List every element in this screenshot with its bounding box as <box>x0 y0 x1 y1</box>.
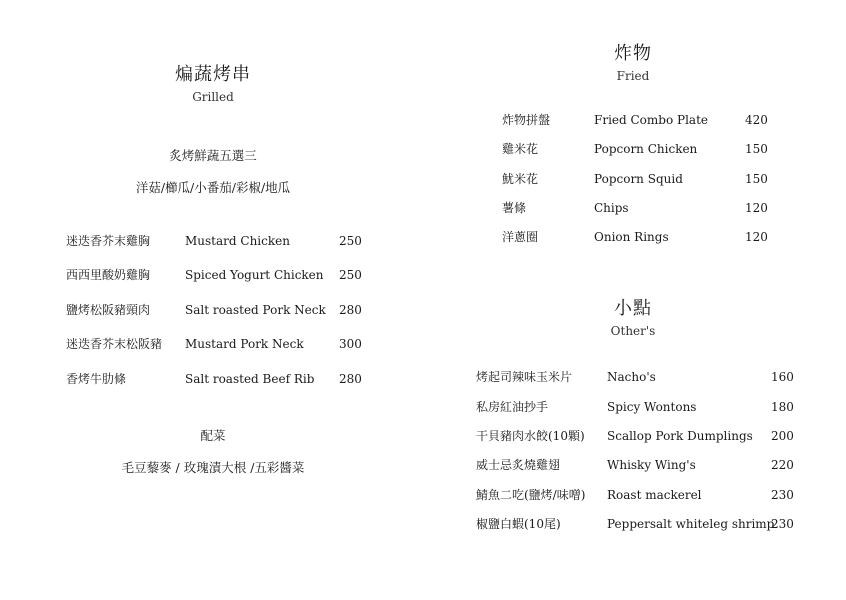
item-name-en: Whisky Wing's <box>607 458 696 472</box>
list-item <box>476 368 806 386</box>
item-name-zh: 迷迭香芥末雞胸 <box>66 234 151 248</box>
item-price: 120 <box>745 230 768 244</box>
others-title: 小點 <box>614 298 652 319</box>
veg-options: 洋菇/櫛瓜/小番茄/彩椒/地瓜 <box>135 180 291 195</box>
item-price: 280 <box>339 303 362 317</box>
list-item <box>476 398 806 416</box>
item-name-zh: 迷迭香芥末松阪豬 <box>66 337 163 351</box>
item-price: 300 <box>339 337 362 351</box>
item-price: 180 <box>771 400 794 414</box>
item-name-en: Salt roasted Beef Rib <box>185 372 315 386</box>
grilled-subtitle: Grilled <box>192 90 234 104</box>
list-item <box>476 427 806 445</box>
item-name-en: Peppersalt whiteleg shrimp <box>607 517 775 531</box>
list-item <box>476 486 806 504</box>
list-item <box>502 140 792 158</box>
item-name-zh: 薯條 <box>502 201 527 215</box>
item-name-en: Spiced Yogurt Chicken <box>185 268 324 282</box>
item-name-zh: 威士忌炙燒雞翅 <box>476 458 561 472</box>
veg-heading: 炙烤鮮蔬五選三 <box>169 148 257 163</box>
item-name-zh: 烤起司辣味玉米片 <box>476 370 573 384</box>
list-item <box>66 335 366 353</box>
item-price: 420 <box>745 113 768 127</box>
item-name-en: Onion Rings <box>594 230 669 244</box>
item-name-en: Fried Combo Plate <box>594 113 708 127</box>
item-price: 150 <box>745 172 768 186</box>
item-name-en: Mustard Pork Neck <box>185 337 304 351</box>
item-name-en: Popcorn Chicken <box>594 142 698 156</box>
item-name-en: Chips <box>594 201 629 215</box>
fried-title: 炸物 <box>614 43 652 64</box>
item-price: 150 <box>745 142 768 156</box>
item-name-zh: 西西里酸奶雞胸 <box>66 268 151 282</box>
item-name-en: Salt roasted Pork Neck <box>185 303 326 317</box>
item-price: 120 <box>745 201 768 215</box>
item-name-zh: 鹽烤松阪豬頸肉 <box>66 303 151 317</box>
item-price: 220 <box>771 458 794 472</box>
item-name-zh: 炸物拼盤 <box>502 113 551 127</box>
item-name-zh: 洋蔥圈 <box>502 230 539 244</box>
sides-heading: 配菜 <box>200 428 226 443</box>
item-name-zh: 鯖魚二吃(鹽烤/味噌) <box>476 488 586 502</box>
fried-subtitle: Fried <box>616 69 650 83</box>
item-price: 230 <box>771 517 794 531</box>
list-item <box>66 266 366 284</box>
list-item <box>476 456 806 474</box>
list-item <box>66 370 366 388</box>
item-price: 160 <box>771 370 794 384</box>
item-price: 250 <box>339 268 362 282</box>
item-price: 200 <box>771 429 794 443</box>
item-price: 280 <box>339 372 362 386</box>
list-item <box>502 111 792 129</box>
list-item <box>502 170 792 188</box>
list-item <box>502 199 792 217</box>
item-name-en: Spicy Wontons <box>607 400 697 414</box>
item-price: 230 <box>771 488 794 502</box>
list-item <box>502 228 792 246</box>
item-name-en: Mustard Chicken <box>185 234 290 248</box>
item-name-zh: 椒鹽白蝦(10尾) <box>476 517 561 531</box>
item-price: 250 <box>339 234 362 248</box>
item-name-zh: 干貝豬肉水餃(10顆) <box>476 429 585 443</box>
list-item <box>66 301 366 319</box>
item-name-en: Scallop Pork Dumplings <box>607 429 753 443</box>
list-item <box>476 515 806 533</box>
item-name-zh: 香烤牛肋條 <box>66 372 127 386</box>
others-subtitle: Other's <box>610 324 656 338</box>
item-name-zh: 雞米花 <box>502 142 539 156</box>
list-item <box>66 232 366 250</box>
item-name-en: Nacho's <box>607 370 656 384</box>
item-name-zh: 魷米花 <box>502 172 539 186</box>
item-name-en: Popcorn Squid <box>594 172 683 186</box>
item-name-en: Roast mackerel <box>607 488 702 502</box>
item-name-zh: 私房紅油抄手 <box>476 400 549 414</box>
grilled-title: 煸蔬烤串 <box>175 64 251 85</box>
sides-list: 毛豆藜麥 / 玫瑰漬大根 /五彩醬菜 <box>121 460 305 475</box>
